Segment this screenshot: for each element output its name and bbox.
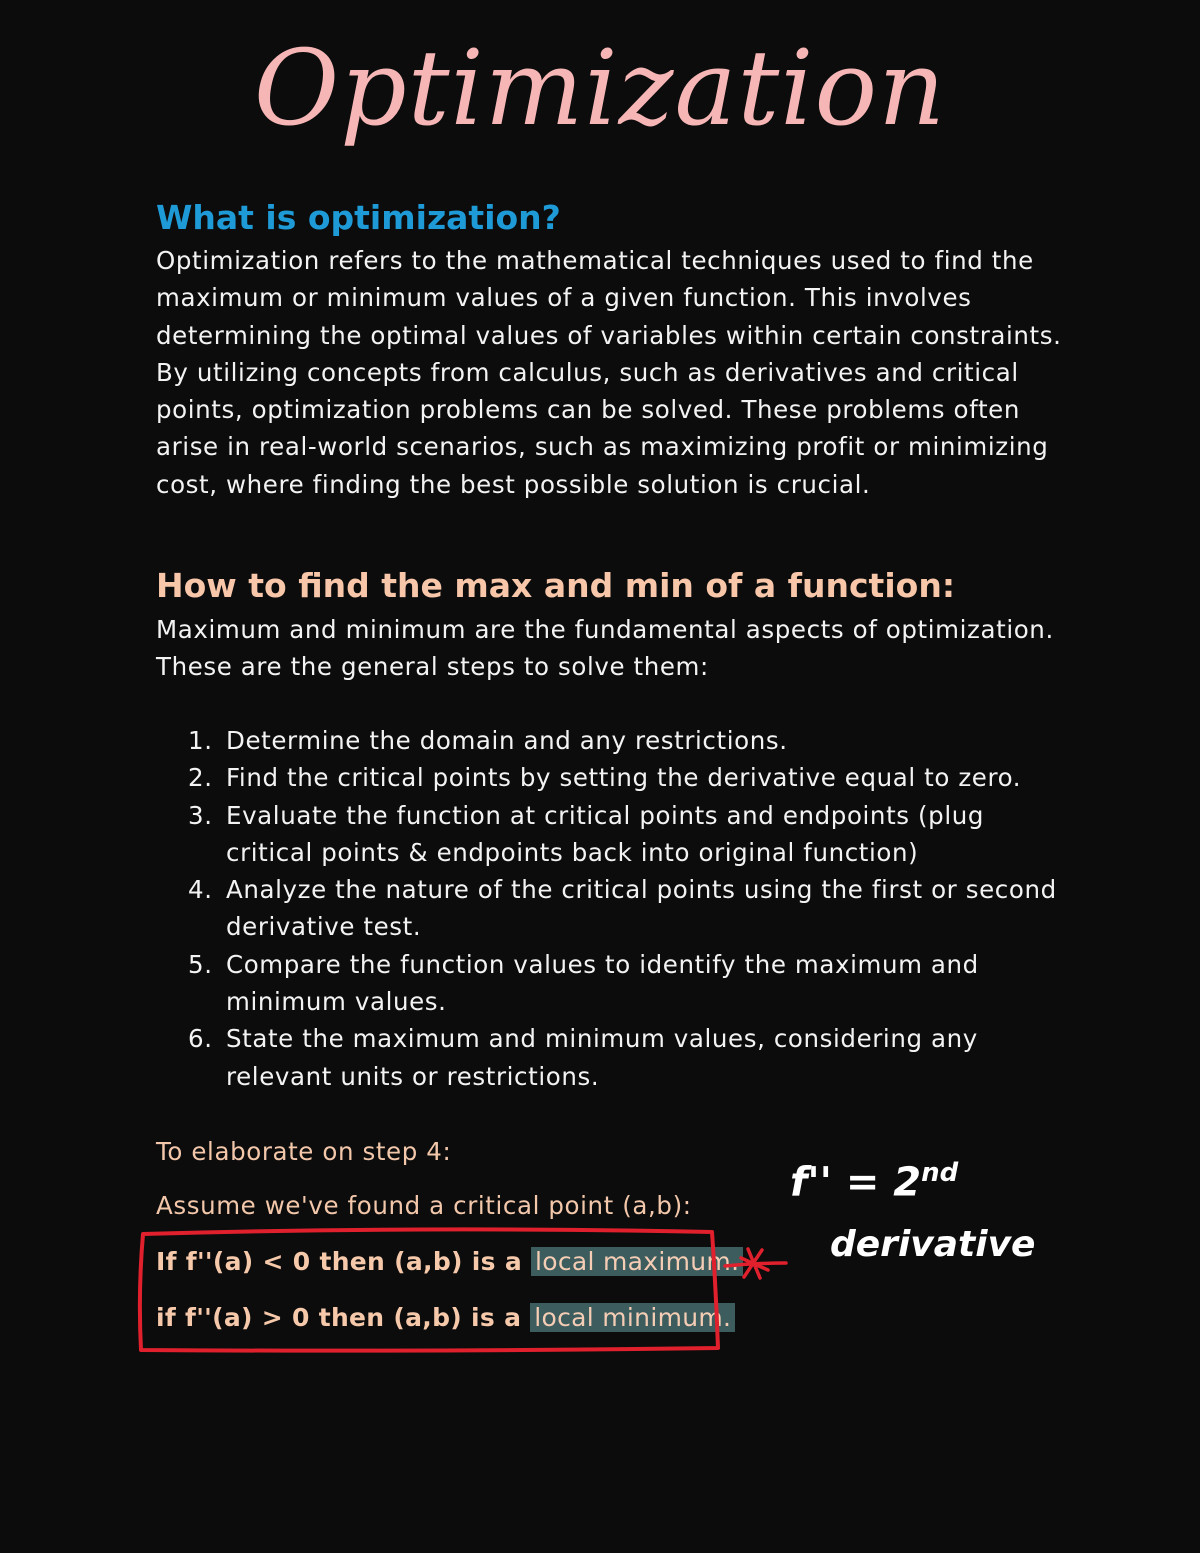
list-item — [188, 722, 1068, 759]
section-heading-what-is: What is optimization? — [156, 198, 561, 237]
list-item — [188, 946, 1068, 1021]
list-item — [188, 1020, 1068, 1095]
page-title: Optimization — [253, 27, 947, 149]
step-number: 4. — [188, 875, 213, 905]
step-text: Compare the function values to identify the maximum and minimum values. — [226, 949, 979, 1017]
step-text: Determine the domain and any restrictions. — [226, 726, 788, 755]
list-item — [188, 871, 1068, 946]
step-text: Find the critical points by setting the derivative equal to zero. — [226, 763, 1022, 793]
step-number: 5. — [188, 949, 213, 979]
list-item — [188, 759, 1068, 796]
rule-text: If f''(a) < 0 then (a,b) is a — [156, 1247, 522, 1276]
list-item — [188, 797, 1068, 872]
steps-list — [188, 722, 1068, 1095]
step-text: Analyze the nature of the critical points using the first or second derivative test. — [226, 875, 1057, 942]
intro-paragraph: Maximum and minimum are the fundamental aspects of optimization. These are the general steps to solve them: — [156, 615, 1054, 682]
step-text: State the maximum and minimum values, considering any relevant units or restrictions. — [226, 1024, 978, 1091]
highlighted-term: local minimum. — [530, 1303, 735, 1332]
handwritten-note-derivative: derivative — [830, 1224, 1036, 1265]
highlighted-term: local maximum. — [531, 1247, 743, 1276]
section-heading-how-to: How to find the max and min of a function: — [156, 566, 956, 605]
assume-line: Assume we've found a critical point (a,b): — [156, 1191, 692, 1220]
rule-local-maximum — [156, 1245, 743, 1279]
step-number: 3. — [188, 800, 213, 830]
step-number: 6. — [188, 1024, 213, 1054]
definition-paragraph: Optimization refers to the mathematical techniques used to find the maximum or minimum values of a given function. This involves determining the optimal values of variables within certain constraints. By utilizing concepts from calculus, such as derivatives and critical points, optimization problems can be solved. These problems often arise in real-world scenarios, such as maximizing profit or minimizing cost, where finding the best possible solution is crucial. — [156, 246, 1062, 499]
handwritten-note-f-double-prime: f'' = 2nd — [790, 1158, 959, 1206]
step-number: 1. — [188, 726, 213, 755]
step-number: 2. — [188, 763, 213, 793]
step-text: Evaluate the function at critical points and endpoints (plug critical points & endpoints back into original function) — [226, 800, 985, 867]
elaborate-intro: To elaborate on step 4: — [156, 1137, 452, 1166]
rule-text: if f''(a) > 0 then (a,b) is a — [156, 1303, 522, 1332]
rule-local-minimum — [156, 1301, 735, 1335]
